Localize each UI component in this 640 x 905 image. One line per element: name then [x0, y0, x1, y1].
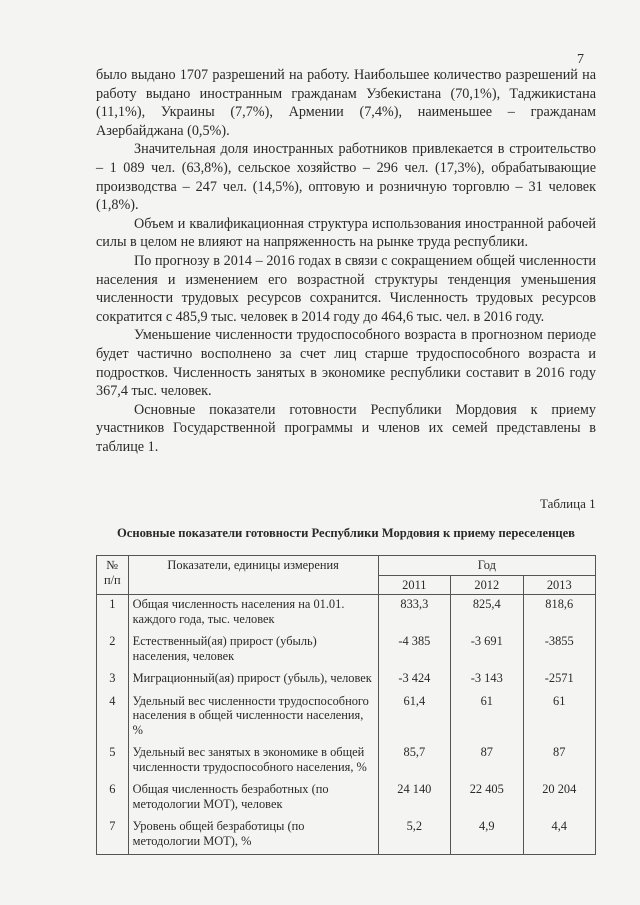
- header-indicator: Показатели, единицы измерения: [128, 556, 378, 595]
- row-value: 85,7: [378, 743, 450, 780]
- row-value: -2571: [523, 669, 596, 692]
- row-indicator: Удельный вес занятых в экономике в общей численности трудоспособного населения, %: [128, 743, 378, 780]
- table-row: [97, 780, 596, 817]
- row-num: 4: [97, 692, 129, 744]
- paragraph: было выдано 1707 разрешений на работу. Наибольшее количество разрешений на работу выдано иностранным гражданам Узбекистана (70,1%), Таджикистана (11,1%), Украины (7,7%), Армении (7,4%), наименьшее – гражданам Азербайджана (0,5%).: [96, 67, 596, 139]
- paragraph: По прогнозу в 2014 – 2016 годах в связи с сокращением общей численности населения и изменением его возрастной структуры тенденция уменьшения численности трудовых ресурсов сохранится. Численность трудовых ресурсов сократится с 485,9 тыс. человек в 2014 году до 464,6 тыс. чел. в 2016 году.: [96, 252, 596, 325]
- row-value: 833,3: [378, 595, 450, 633]
- row-value: 825,4: [451, 595, 523, 633]
- row-num: 3: [97, 669, 129, 692]
- body-text: [96, 66, 596, 456]
- row-value: 87: [451, 743, 523, 780]
- paragraph: Значительная доля иностранных работников привлекается в строительство – 1 089 чел. (63,8%), сельское хозяйство – 296 чел. (17,3%), обрабатывающие производства – 247 чел. (14,5%), оптовую и розничную торговлю – 31 человек (1,8%).: [96, 141, 596, 214]
- table-row: [97, 817, 596, 855]
- header-num: № п/п: [97, 556, 129, 595]
- paragraph: Основные показатели готовности Республики Мордовия к приему участников Государственной программы и членов их семей представлены в таблице 1.: [96, 401, 596, 455]
- row-num: 6: [97, 780, 129, 817]
- row-num: 1: [97, 595, 129, 633]
- row-value: 61,4: [378, 692, 450, 744]
- row-indicator: Естественный(ая) прирост (убыль) населения, человек: [128, 632, 378, 669]
- row-value: 5,2: [378, 817, 450, 855]
- row-value: 20 204: [523, 780, 596, 817]
- header-year-2012: 2012: [451, 575, 523, 595]
- row-indicator: Уровень общей безработицы (по методологии МОТ), %: [128, 817, 378, 855]
- table-row: [97, 595, 596, 633]
- row-value: 61: [451, 692, 523, 744]
- row-num: 5: [97, 743, 129, 780]
- row-indicator: Удельный вес численности трудоспособного населения в общей численности населения, %: [128, 692, 378, 744]
- row-value: -3 691: [451, 632, 523, 669]
- header-year: Год: [378, 556, 595, 576]
- row-value: -3 143: [451, 669, 523, 692]
- header-year-2013: 2013: [523, 575, 596, 595]
- row-num: 2: [97, 632, 129, 669]
- row-indicator: Миграционный(ая) прирост (убыль), человек: [128, 669, 378, 692]
- row-indicator: Общая численность безработных (по методологии МОТ), человек: [128, 780, 378, 817]
- table-caption: Таблица 1: [540, 496, 596, 511]
- row-value: -3855: [523, 632, 596, 669]
- row-value: 22 405: [451, 780, 523, 817]
- table-row: [97, 669, 596, 692]
- row-value: -4 385: [378, 632, 450, 669]
- table-title: Основные показатели готовности Республики Мордовия к приему переселенцев: [117, 526, 575, 540]
- row-num: 7: [97, 817, 129, 855]
- paragraph: Уменьшение численности трудоспособного возраста в прогнозном периоде будет частично восполнено за счет лиц старше трудоспособного возраста и подростков. Численность занятых в экономике республики составит в 2016 году 367,4 тыс. человек.: [96, 327, 596, 400]
- paragraph: Объем и квалификационная структура использования иностранной рабочей силы в целом не влияют на напряженность на рынке труда республики.: [96, 215, 596, 251]
- table-row: [97, 692, 596, 744]
- indicators-table: [96, 555, 596, 855]
- row-value: 24 140: [378, 780, 450, 817]
- header-year-2011: 2011: [378, 575, 450, 595]
- row-value: 4,4: [523, 817, 596, 855]
- page-number: 7: [577, 52, 584, 67]
- row-value: 87: [523, 743, 596, 780]
- row-value: -3 424: [378, 669, 450, 692]
- row-value: 61: [523, 692, 596, 744]
- row-value: 818,6: [523, 595, 596, 633]
- row-indicator: Общая численность населения на 01.01. каждого года, тыс. человек: [128, 595, 378, 633]
- table-row: [97, 632, 596, 669]
- table-row: [97, 743, 596, 780]
- row-value: 4,9: [451, 817, 523, 855]
